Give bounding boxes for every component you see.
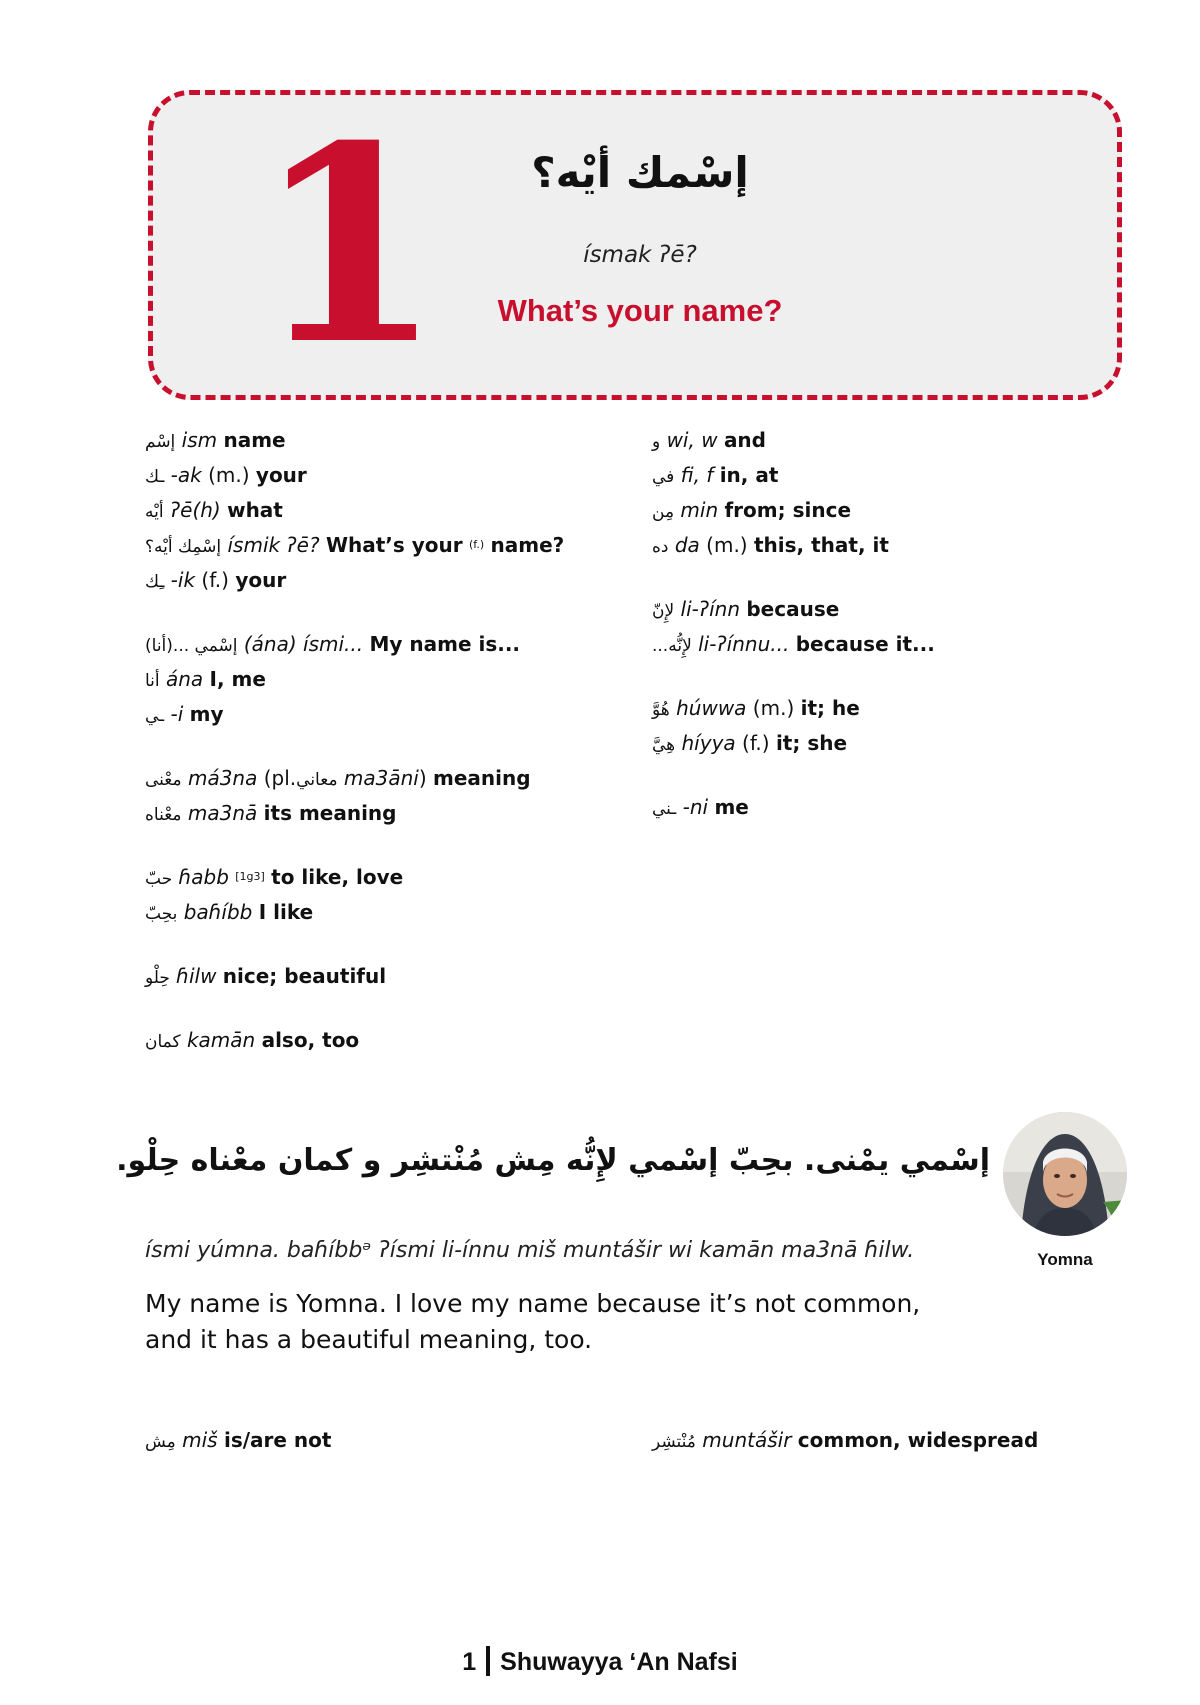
- vocab-english: from; since: [724, 498, 852, 522]
- vocab-arabic: ـني: [652, 799, 677, 819]
- vocab-translit: wi, w: [666, 428, 718, 452]
- vocab-item: [145, 528, 645, 563]
- page-number: 1: [462, 1648, 477, 1676]
- footer-divider: [486, 1646, 490, 1676]
- vocab-grammar: (pl.: [263, 766, 297, 790]
- vocab-item: [145, 895, 645, 930]
- vocab-item: [652, 458, 1152, 493]
- vocab-english: me: [714, 795, 749, 819]
- vocab-translit: fi, f: [680, 463, 714, 487]
- vocab-translit: ma3nā: [187, 801, 258, 825]
- example-sentence-english: My name is Yomna. I love my name because it’s not common, and it has a beautiful meaning, too.: [145, 1289, 921, 1354]
- vocab-translit: muntášir: [702, 1428, 792, 1452]
- vocab-item: [145, 796, 645, 831]
- vocab-arabic: (أنا)... إسْمي: [145, 636, 238, 656]
- vocab-translit: -ak: [170, 463, 202, 487]
- vocab-arabic: حِلْو: [145, 968, 170, 988]
- vocab-arabic: بحِبّ: [145, 904, 178, 924]
- example-sentence-transliteration: ísmi yúmna. baɦíbbᵊ ʔísmi li-ínnu miš muntášir wi kamān ma3nā ɦilw.: [145, 1238, 915, 1263]
- vocab-english: its meaning: [263, 801, 397, 825]
- vocab-translit: ána: [166, 667, 204, 691]
- vocab-english: What’s your: [325, 533, 463, 557]
- vocab-item: [145, 1428, 331, 1452]
- vocab-item: [652, 627, 1152, 662]
- vocab-english: common, widespread: [797, 1428, 1039, 1452]
- vocab-translit: da: [674, 533, 700, 557]
- vocab-arabic: ـِك: [145, 572, 165, 592]
- vocab-translit: ísmik ʔē?: [227, 533, 320, 557]
- vocab-note: (f.): [469, 538, 485, 551]
- vocab-translit: min: [680, 498, 719, 522]
- vocab-arabic: معْناه: [145, 805, 182, 825]
- vocab-translit: li-ʔínn: [680, 597, 740, 621]
- vocab-arabic: ...لإِنُّه: [652, 636, 692, 656]
- vocab-arabic: ده: [652, 537, 669, 557]
- vocab-translit: baɦíbb: [183, 900, 253, 924]
- page-footer: [0, 1646, 1200, 1677]
- vocab-item: [145, 761, 645, 796]
- vocab-english: I, me: [209, 667, 266, 691]
- vocab-english: name?: [490, 533, 565, 557]
- vocab-translit: ʔē(h): [169, 498, 221, 522]
- lesson-title-english: What’s your name?: [497, 293, 783, 328]
- vocab-item: [145, 662, 645, 697]
- vocab-arabic-plural: معاني: [296, 770, 338, 790]
- vocab-english: my: [189, 702, 224, 726]
- vocab-arabic: مُنْتشِر: [652, 1432, 696, 1452]
- vocab-translit: (ána) ísmi...: [243, 632, 364, 656]
- vocab-english: to like, love: [271, 865, 404, 889]
- vocab-translit: kamān: [186, 1028, 256, 1052]
- lesson-title-arabic: إسْمك أيْه؟: [531, 148, 749, 197]
- lesson-title-transliteration: ísmak ʔē?: [583, 242, 697, 268]
- vocab-translit: li-ʔínnu...: [698, 632, 790, 656]
- vocab-english: name: [223, 428, 286, 452]
- vocab-item: [652, 726, 1152, 761]
- book-title: Shuwayya ʻAn Nafsi: [500, 1648, 738, 1676]
- vocab-arabic: ـك: [145, 467, 165, 487]
- vocab-item: [145, 697, 645, 732]
- speaker-name: Yomna: [1037, 1250, 1093, 1269]
- vocab-translit: -i: [170, 702, 184, 726]
- vocab-item: [652, 423, 1152, 458]
- vocab-arabic: أيْه: [145, 502, 164, 522]
- vocab-translit: ism: [181, 428, 218, 452]
- vocab-translit: -ik: [170, 568, 196, 592]
- vocab-translit: ɦilw: [176, 964, 217, 988]
- example-sentence-arabic: إسْمي يمْنى. بحِبّ إسْمي لإِنُّه مِش مُنْتشِر و كمان معْناه حِلْو.: [116, 1143, 990, 1178]
- vocab-translit: híyya: [681, 731, 736, 755]
- vocab-item: [145, 493, 645, 528]
- vocab-translit-plural: ma3āni: [343, 766, 419, 790]
- vocab-item: [145, 627, 645, 662]
- vocab-item: [145, 1023, 645, 1058]
- avatar: [1003, 1112, 1127, 1236]
- vocab-arabic: أنا: [145, 671, 160, 691]
- vocab-arabic: و: [652, 432, 661, 452]
- vocab-english: it; she: [775, 731, 848, 755]
- vocab-translit: -ni: [682, 795, 709, 819]
- vocab-item: [145, 563, 645, 598]
- vocab-english: is/are not: [223, 1428, 332, 1452]
- vocab-item: [652, 1428, 1038, 1452]
- vocab-arabic: حبّ: [145, 869, 173, 889]
- vocab-english: nice; beautiful: [222, 964, 387, 988]
- vocab-item: [652, 790, 1152, 825]
- vocab-arabic: ـي: [145, 706, 165, 726]
- vocab-english: this, that, it: [753, 533, 889, 557]
- vocab-english: also, too: [261, 1028, 360, 1052]
- vocab-english: My name is...: [369, 632, 521, 656]
- vocab-item: [145, 458, 645, 493]
- vocab-list-right: [652, 423, 1152, 825]
- vocab-grammar: (f.): [742, 731, 770, 755]
- vocab-arabic: إسْمِك أيْه؟: [145, 537, 222, 557]
- vocab-arabic: كمان: [145, 1032, 181, 1052]
- vocab-english: your: [255, 463, 307, 487]
- vocab-grammar: (m.): [208, 463, 250, 487]
- vocab-arabic: في: [652, 467, 675, 487]
- vocab-english: because: [746, 597, 840, 621]
- vocab-english: it; he: [800, 696, 860, 720]
- vocab-item: [652, 528, 1152, 563]
- vocab-item: [652, 592, 1152, 627]
- vocab-item: [652, 691, 1152, 726]
- vocab-item: [145, 959, 645, 994]
- vocab-item: [145, 860, 645, 895]
- vocab-english: meaning: [433, 766, 531, 790]
- vocab-note: [1g3]: [235, 870, 265, 883]
- lesson-number: 1: [255, 86, 443, 404]
- vocab-english: in, at: [719, 463, 779, 487]
- vocab-arabic: هُوَّ: [652, 700, 670, 720]
- vocab-arabic: معْنى: [145, 770, 182, 790]
- speaker-portrait: [1003, 1112, 1127, 1236]
- vocab-english: your: [235, 568, 287, 592]
- vocab-list-left: [145, 423, 645, 1058]
- vocab-translit: má3na: [187, 766, 258, 790]
- vocab-english: and: [723, 428, 766, 452]
- vocab-grammar: (m.): [706, 533, 748, 557]
- vocab-translit: húwwa: [676, 696, 747, 720]
- vocab-translit: miš: [182, 1428, 218, 1452]
- vocab-english: what: [227, 498, 283, 522]
- vocab-arabic: مِش: [145, 1432, 176, 1452]
- vocab-translit: ɦabb: [178, 865, 229, 889]
- vocab-grammar: (m.): [752, 696, 795, 720]
- vocab-item: [145, 423, 645, 458]
- vocab-english: because it...: [795, 632, 935, 656]
- vocab-grammar: ): [418, 766, 427, 790]
- vocab-arabic: هِيَّ: [652, 735, 676, 755]
- vocab-arabic: لإِنّ: [652, 601, 675, 621]
- vocab-english: I like: [258, 900, 314, 924]
- vocab-arabic: مِن: [652, 502, 675, 522]
- vocab-grammar: (f.): [201, 568, 229, 592]
- vocab-item: [652, 493, 1152, 528]
- vocab-arabic: إسْم: [145, 432, 176, 452]
